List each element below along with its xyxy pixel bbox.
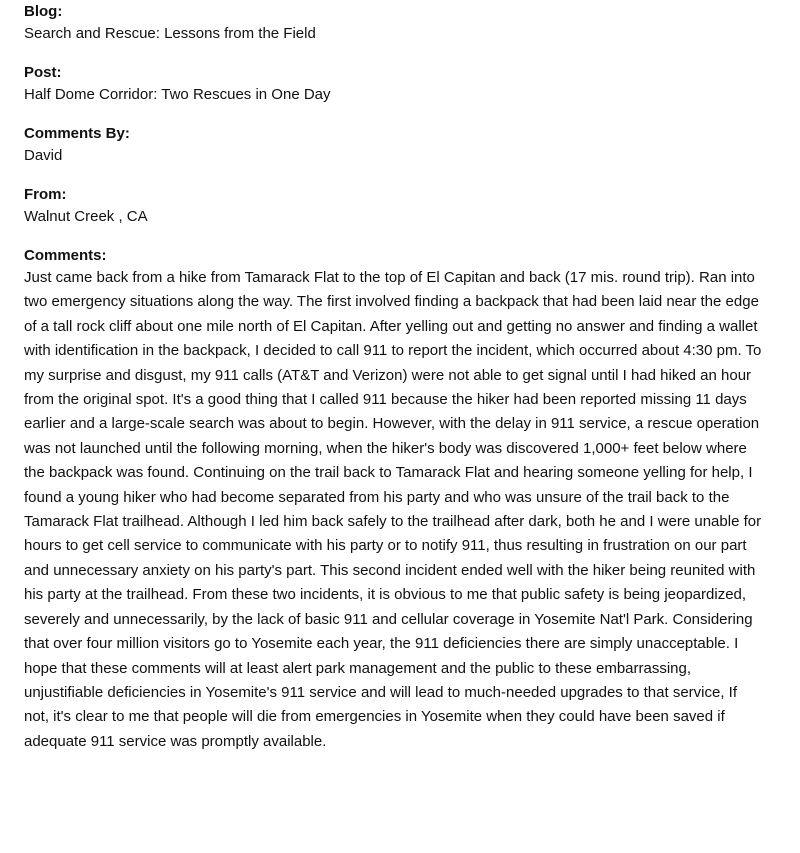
comment-document bbox=[24, 2, 764, 771]
from-field bbox=[24, 185, 764, 229]
comments-by-label: Comments By: bbox=[24, 125, 130, 142]
commenter-name: David bbox=[24, 147, 63, 164]
post-title: Half Dome Corridor: Two Rescues in One Day bbox=[24, 86, 331, 103]
from-label: From: bbox=[24, 186, 67, 203]
comments-body: Just came back from a hike from Tamarack Flat to the top of El Capitan and back (17 mis. round trip). Ran into two emergency situations along the way. The first involved finding a backpack that had been laid near the edge of a tall rock cliff about one mile north of El Capitan. After yelling out and getting no answer and finding a wallet with identification in the backpack, I decided to call 911 to report the incident, which occurred about 4:30 pm. To my surprise and disgust, my 911 calls (AT&T and Verizon) were not able to get signal until I had hiked an hour from the original spot. It's a good thing that I called 911 because the hiker had been reported missing 11 days earlier and a large-scale search was about to begin. However, with the delay in 911 service, a rescue operation was not launched until the following morning, when the hiker's body was discovered 1,000+ feet below where the backpack was found. Continuing on the trail back to Tamarack Flat and hearing someone yelling for help, I found a young hiker who had become separated from his party and who was unsure of the trail back to the Tamarack Flat trailhead. Although I led him back safely to the trailhead after dark, both he and I were unable for hours to get cell service to communicate with his party or to notify 911, thus resulting in frustration on our part and unnecessary anxiety on his party's part. This second incident ended well with the hiker being reunited with his party at the trailhead. From these two incidents, it is obvious to me that public safety is being jeopardized, severely and unnecessarily, by the lack of basic 911 and cellular coverage in Yosemite Nat'l Park. Considering that over four million visitors go to Yosemite each year, the 911 deficiencies there are simply unacceptable. I hope that these comments will at least alert park management and the public to these embarrassing, unjustifiable deficiencies in Yosemite's 911 service and will lead to much-needed upgrades to that service, If not, it's clear to me that people will die from emergencies in Yosemite when they could have been saved if adequate 911 service was promptly available. bbox=[24, 269, 762, 750]
comments-by-field bbox=[24, 124, 764, 168]
comments-label: Comments: bbox=[24, 247, 107, 264]
blog-title: Search and Rescue: Lessons from the Field bbox=[24, 25, 316, 42]
blog-label: Blog: bbox=[24, 3, 63, 20]
blog-field bbox=[24, 2, 764, 46]
commenter-location: Walnut Creek , CA bbox=[24, 208, 148, 225]
post-field bbox=[24, 63, 764, 107]
comments-field bbox=[24, 246, 764, 754]
post-label: Post: bbox=[24, 64, 62, 81]
